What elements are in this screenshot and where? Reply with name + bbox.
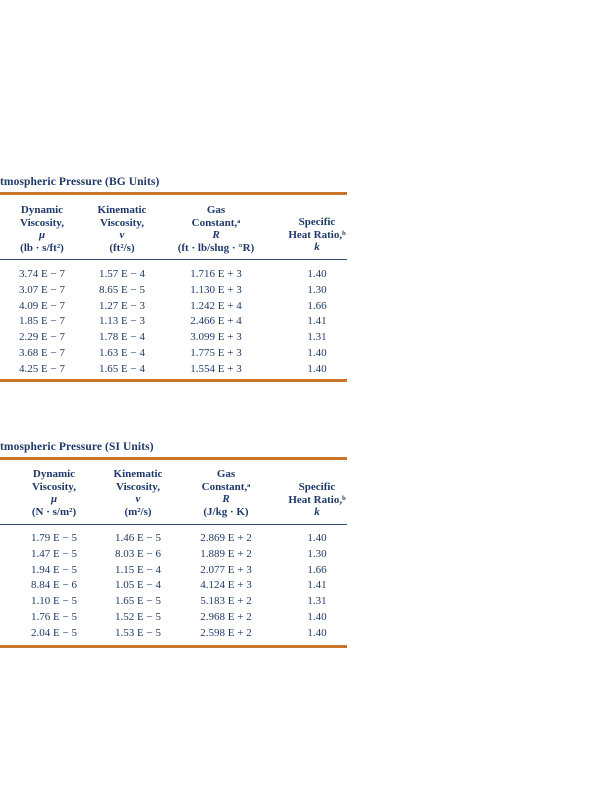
si-table-title: tmospheric Pressure (SI Units): [0, 441, 154, 453]
table-cell: 1.889 E + 2: [200, 547, 252, 560]
table-cell: 1.30: [307, 283, 327, 296]
table-cell: 1.66: [307, 563, 327, 576]
table-cell: 4.124 E + 3: [200, 579, 252, 592]
table-cell: 1.41: [307, 315, 327, 328]
table-cell: 2.466 E + 4: [190, 315, 242, 328]
table-cell: 1.40: [307, 362, 327, 375]
table-cell: 8.65 E − 5: [99, 283, 145, 296]
table-cell: 1.65 E − 4: [99, 362, 145, 375]
table-cell: 1.554 E + 3: [190, 362, 242, 375]
table-cell: 1.65 E − 5: [115, 595, 161, 608]
table-cell: 2.869 E + 2: [200, 532, 252, 544]
table-cell: 1.79 E − 5: [31, 532, 77, 544]
table-cell: 2.968 E + 2: [200, 611, 252, 623]
table-cell: 1.40: [307, 626, 327, 639]
bg-header-specific-heat-ratio: Specific Heat Ratio,ᵇ k: [288, 216, 346, 253]
bg-top-rule: [0, 192, 347, 195]
table-cell: 5.183 E + 2: [200, 595, 252, 608]
table-cell: 1.85 E − 7: [19, 315, 65, 328]
table-cell: 1.31: [307, 331, 327, 344]
table-cell: 3.099 E + 3: [190, 331, 242, 344]
table-cell: 1.40: [307, 347, 327, 359]
table-cell: 1.76 E − 5: [31, 611, 77, 623]
table-cell: 1.40: [307, 268, 327, 280]
table-cell: 1.57 E − 4: [99, 268, 145, 280]
table-cell: 1.10 E − 5: [31, 595, 77, 608]
table-cell: 2.04 E − 5: [31, 626, 77, 639]
table-cell: 2.29 E − 7: [19, 331, 65, 344]
si-bottom-rule: [0, 645, 347, 648]
table-cell: 8.03 E − 6: [115, 547, 161, 560]
table-cell: 3.07 E − 7: [19, 283, 65, 296]
table-cell: 1.30: [307, 547, 327, 560]
table-cell: 1.66: [307, 299, 327, 312]
table-cell: 1.775 E + 3: [190, 347, 242, 359]
si-header-kinematic-viscosity: Kinematic Viscosity, ν (m²/s): [113, 468, 163, 518]
si-header-rule: [0, 524, 347, 525]
table-cell: 1.31: [307, 595, 327, 608]
table-cell: 1.53 E − 5: [115, 626, 161, 639]
table-cell: 1.41: [307, 579, 327, 592]
table-cell: 1.716 E + 3: [190, 268, 242, 280]
table-cell: 1.63 E − 4: [99, 347, 145, 359]
table-cell: 1.46 E − 5: [115, 532, 161, 544]
bg-header-gas-constant: Gas Constant,ᵃ R (ft · lb/slug · °R): [177, 204, 255, 254]
table-cell: 2.077 E + 3: [200, 563, 252, 576]
table-cell: 3.74 E − 7: [19, 268, 65, 280]
table-cell: 4.09 E − 7: [19, 299, 65, 312]
table-cell: 1.94 E − 5: [31, 563, 77, 576]
table-cell: 1.15 E − 4: [115, 563, 161, 576]
table-cell: 1.40: [307, 532, 327, 544]
si-header-dynamic-viscosity: Dynamic Viscosity, μ (N · s/m²): [31, 468, 77, 518]
si-header-specific-heat-ratio: Specific Heat Ratio,ᵇ k: [288, 481, 346, 518]
table-cell: 4.25 E − 7: [19, 362, 65, 375]
table-cell: 8.84 E − 6: [31, 579, 77, 592]
table-cell: 1.47 E − 5: [31, 547, 77, 560]
table-cell: 1.242 E + 4: [190, 299, 242, 312]
table-cell: 2.598 E + 2: [200, 626, 252, 639]
bg-header-dynamic-viscosity: Dynamic Viscosity, μ (lb · s/ft²): [20, 204, 64, 254]
table-cell: 1.40: [307, 611, 327, 623]
table-cell: 3.68 E − 7: [19, 347, 65, 359]
table-cell: 1.52 E − 5: [115, 611, 161, 623]
bg-header-rule: [0, 259, 347, 260]
si-top-rule: [0, 457, 347, 460]
table-cell: 1.13 E − 3: [99, 315, 145, 328]
table-cell: 1.130 E + 3: [190, 283, 242, 296]
si-header-gas-constant: Gas Constant,ᵃ R (J/kg · K): [201, 468, 251, 518]
table-cell: 1.05 E − 4: [115, 579, 161, 592]
bg-bottom-rule: [0, 379, 347, 382]
table-cell: 1.27 E − 3: [99, 299, 145, 312]
bg-table-title: tmospheric Pressure (BG Units): [0, 176, 160, 188]
table-cell: 1.78 E − 4: [99, 331, 145, 344]
bg-header-kinematic-viscosity: Kinematic Viscosity, ν (ft²/s): [97, 204, 147, 254]
